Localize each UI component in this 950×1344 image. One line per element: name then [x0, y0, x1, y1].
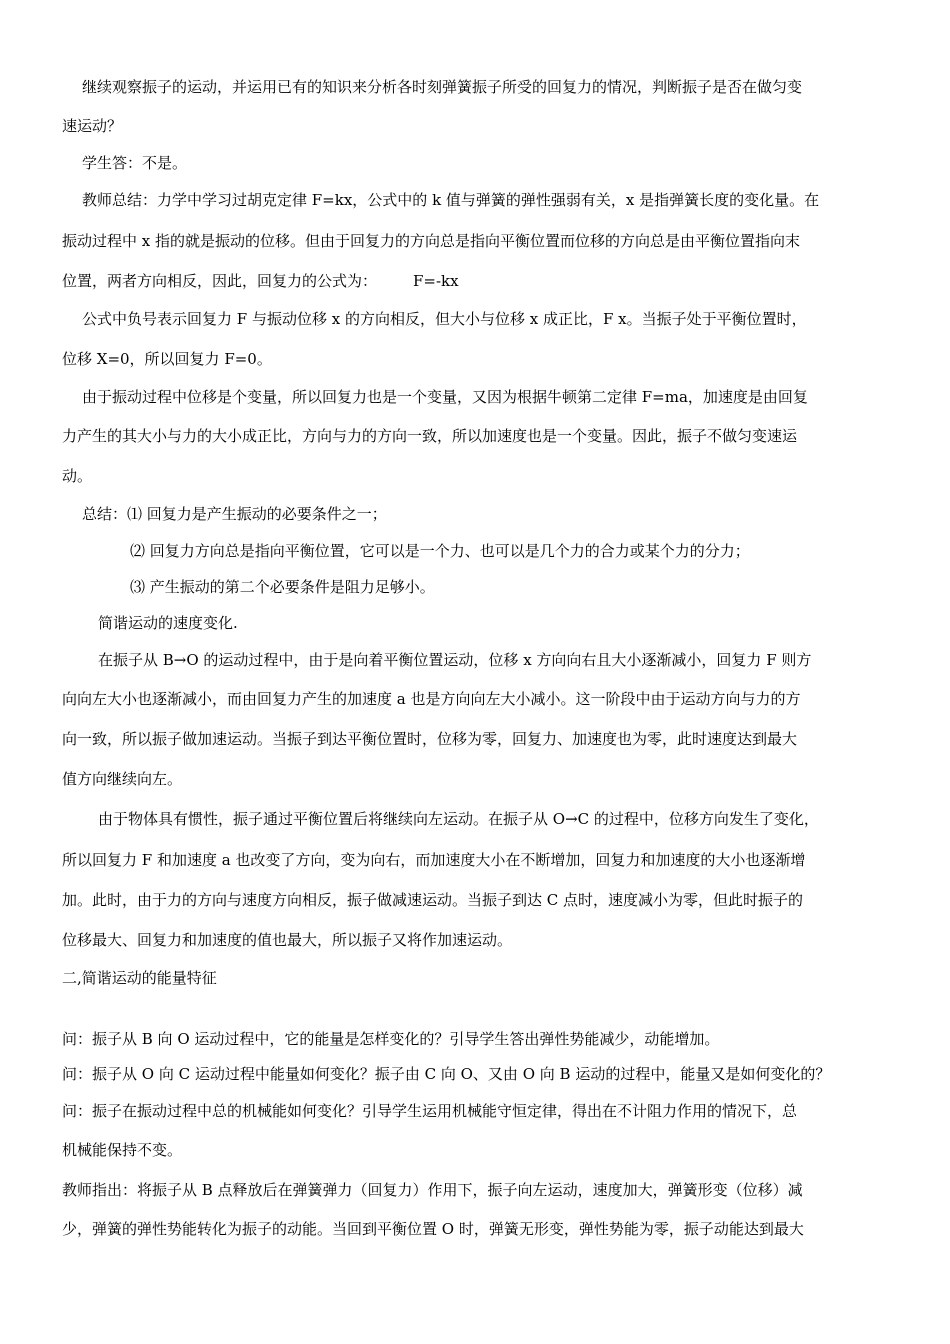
question-line: 问：振子在振动过程中总的机械能如何变化？引导学生运用机械能守恒定律，得出在不计阻力作用的情况下，总 — [62, 1102, 798, 1120]
paragraph-line: 向一致，所以振子做加速运动。当振子到达平衡位置时，位移为零，回复力、加速度也为零，此时速度达到最大 — [62, 730, 798, 748]
section-heading: 二,简谐运动的能量特征 — [62, 969, 217, 987]
paragraph-line: 所以回复力 F 和加速度 a 也改变了方向，变为向右，而加速度大小在不断增加，回复力和加速度的大小也逐渐增 — [62, 851, 806, 869]
paragraph-line: 机械能保持不变。 — [62, 1141, 183, 1159]
question-line: 问：振子从 B 向 O 运动过程中，它的能量是怎样变化的？引导学生答出弹性势能减少，动能增加。 — [62, 1030, 720, 1048]
question-line: 问：振子从 O 向 C 运动过程中能量如何变化？振子由 C 向 O、又由 O 向 B 运动的过程中，能量又是如何变化的？ — [62, 1065, 831, 1083]
paragraph-line: 教师总结：力学中学习过胡克定律 F=kx，公式中的 k 值与弹簧的弹性强弱有关，x 是指弹簧长度的变化量。在 — [82, 191, 820, 209]
paragraph-line: 向向左大小也逐渐减小，而由回复力产生的加速度 a 也是方向向左大小减小。这一阶段中由于运动方向与力的方 — [62, 690, 801, 708]
paragraph-line: 位移最大、回复力和加速度的值也最大，所以振子又将作加速运动。 — [62, 931, 513, 949]
paragraph-line: 振动过程中 x 指的就是振动的位移。但由于回复力的方向总是指向平衡位置而位移的方向总是由平衡位置指向末 — [62, 232, 801, 250]
paragraph-line: 公式中负号表示回复力 F 与振动位移 x 的方向相反，但大小与位移 x 成正比，F x。当振子处于平衡位置时， — [82, 310, 807, 328]
paragraph-line: 动。 — [62, 467, 93, 485]
paragraph-line: 继续观察振子的运动，并运用已有的知识来分析各时刻弹簧振子所受的回复力的情况，判断振子是否在做匀变 — [82, 78, 803, 96]
paragraph-line: 教师指出：将振子从 B 点释放后在弹簧弹力（回复力）作用下，振子向左运动，速度加大，弹簧形变（位移）减 — [62, 1181, 803, 1199]
paragraph-line: 力产生的其大小与力的大小成正比，方向与力的方向一致，所以加速度也是一个变量。因此，振子不做匀变速运 — [62, 427, 798, 445]
summary-item-2: ⑵ 回复力方向总是指向平衡位置，它可以是一个力、也可以是几个力的合力或某个力的分力； — [130, 542, 750, 560]
paragraph-line: 加。此时，由于力的方向与速度方向相反，振子做减速运动。当振子到达 C 点时，速度减小为零，但此时振子的 — [62, 891, 804, 909]
paragraph-line: 少，弹簧的弹性势能转化为振子的动能。当回到平衡位置 O 时，弹簧无形变，弹性势能为零，振子动能达到最大 — [62, 1220, 804, 1238]
paragraph-line: 学生答：不是。 — [82, 154, 188, 172]
summary-item-3: ⑶ 产生振动的第二个必要条件是阻力足够小。 — [130, 578, 435, 596]
summary-item-1: 总结：⑴ 回复力是产生振动的必要条件之一； — [82, 505, 387, 523]
paragraph-line: 位移 X=0，所以回复力 F=0。 — [62, 350, 272, 368]
paragraph-line: 位置，两者方向相反，因此，回复力的公式为： F=-kx — [62, 272, 459, 290]
paragraph-line: 速运动？ — [62, 117, 123, 135]
restoring-force-formula: F=-kx — [413, 272, 459, 290]
subsection-heading: 简谐运动的速度变化. — [98, 614, 238, 632]
paragraph-line: 由于物体具有惯性，振子通过平衡位置后将继续向左运动。在振子从 O→C 的过程中，位移方向发生了变化， — [98, 810, 819, 828]
paragraph-line: 在振子从 B→O 的运动过程中，由于是向着平衡位置运动，位移 x 方向向右且大小逐渐减小，回复力 F 则方 — [98, 651, 812, 669]
paragraph-line: 由于振动过程中位移是个变量，所以回复力也是一个变量，又因为根据牛顿第二定律 F=ma，加速度是由回复 — [82, 388, 808, 406]
paragraph-line: 值方向继续向左。 — [62, 770, 183, 788]
